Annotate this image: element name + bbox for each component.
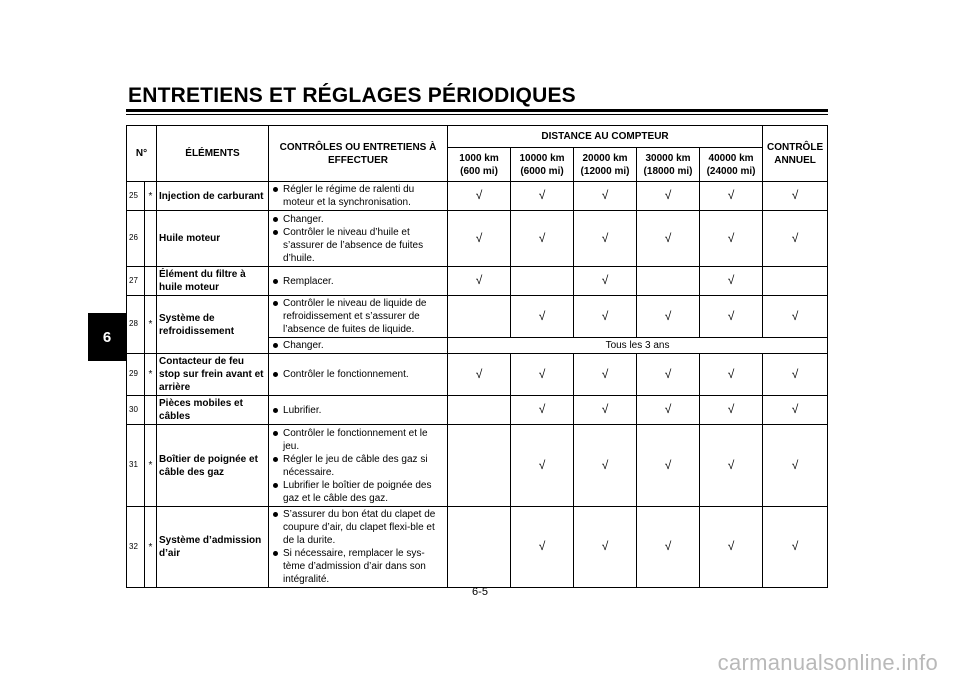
action-list — [271, 427, 445, 505]
table-row — [127, 425, 828, 507]
action-list — [271, 213, 445, 265]
title-rule-thick — [126, 109, 828, 112]
action-item: Remplacer. — [271, 275, 445, 288]
header-distance-5 — [700, 148, 763, 182]
action-list — [271, 339, 445, 352]
header-distance-3 — [574, 148, 637, 182]
check-mark-cell: √ — [574, 354, 637, 396]
asterisk-marker: * — [145, 507, 157, 588]
check-mark-cell: √ — [574, 396, 637, 425]
check-actions — [269, 507, 448, 588]
element-name: Injection de carburant — [157, 182, 269, 211]
maintenance-table-body — [127, 182, 828, 588]
table-row — [127, 182, 828, 211]
row-number: 25 — [127, 182, 145, 211]
check-mark-cell: √ — [700, 425, 763, 507]
check-actions — [269, 267, 448, 296]
check-mark-cell: √ — [700, 182, 763, 211]
action-item: Contrôler le fonctionnement et le jeu. — [271, 427, 445, 453]
check-mark-cell: √ — [637, 211, 700, 267]
check-mark-cell: √ — [700, 296, 763, 338]
check-actions — [269, 425, 448, 507]
check-mark-cell: √ — [574, 507, 637, 588]
action-list — [271, 183, 445, 209]
check-mark-cell: √ — [700, 396, 763, 425]
action-list — [271, 404, 445, 417]
action-list — [271, 297, 445, 336]
distance-km: 20000 km — [582, 152, 628, 164]
element-name: Élément du filtre à huile moteur — [157, 267, 269, 296]
check-mark-cell: √ — [637, 296, 700, 338]
asterisk-marker: * — [145, 182, 157, 211]
maintenance-table — [126, 125, 828, 588]
check-mark-cell: √ — [511, 354, 574, 396]
check-mark-cell: √ — [700, 267, 763, 296]
check-mark-cell: √ — [763, 354, 828, 396]
action-list — [271, 508, 445, 586]
distance-mi: (12000 mi) — [580, 165, 630, 177]
check-mark-cell: √ — [511, 296, 574, 338]
table-row — [127, 396, 828, 425]
check-mark-cell: √ — [763, 296, 828, 338]
action-item: Changer. — [271, 339, 445, 352]
check-mark-cell: √ — [448, 211, 511, 267]
header-distance-1 — [448, 148, 511, 182]
interval-note: Tous les 3 ans — [448, 338, 828, 354]
check-mark-cell: √ — [511, 396, 574, 425]
chapter-tab: 6 — [88, 313, 126, 361]
distance-mi: (24000 mi) — [706, 165, 756, 177]
title-rule-thin — [126, 114, 828, 115]
check-mark-cell: √ — [700, 507, 763, 588]
check-mark-cell: √ — [637, 182, 700, 211]
row-number: 32 — [127, 507, 145, 588]
header-distance-4 — [637, 148, 700, 182]
row-number: 30 — [127, 396, 145, 425]
asterisk-marker — [145, 211, 157, 267]
asterisk-marker: * — [145, 296, 157, 354]
action-item: Changer. — [271, 213, 445, 226]
table-row — [127, 211, 828, 267]
header-elements: ÉLÉMENTS — [157, 126, 269, 182]
row-number: 27 — [127, 267, 145, 296]
table-row — [127, 296, 828, 338]
check-actions — [269, 396, 448, 425]
distance-mi: (18000 mi) — [643, 165, 693, 177]
check-mark-cell: √ — [763, 396, 828, 425]
row-number: 29 — [127, 354, 145, 396]
check-mark-cell: √ — [763, 425, 828, 507]
action-item: Lubrifier. — [271, 404, 445, 417]
distance-km: 1000 km — [459, 152, 499, 164]
distance-mi: (600 mi) — [460, 165, 498, 177]
check-mark-cell — [448, 507, 511, 588]
row-number: 28 — [127, 296, 145, 354]
action-item: Contrôler le niveau de liquide de refroidissement et s’assurer de l’absence de fuites de liquide. — [271, 297, 445, 336]
check-mark-cell: √ — [700, 211, 763, 267]
check-mark-cell: √ — [574, 267, 637, 296]
action-item: S’assurer du bon état du clapet de coupure d’air, du clapet flexi-ble et de la durite. — [271, 508, 445, 547]
action-item: Lubrifier le boîtier de poignée des gaz et le câble des gaz. — [271, 479, 445, 505]
check-mark-cell: √ — [763, 507, 828, 588]
element-name: Système d’admission d’air — [157, 507, 269, 588]
watermark-logo: carmanualsonline.info — [717, 650, 938, 675]
check-actions — [269, 354, 448, 396]
check-mark-cell — [448, 396, 511, 425]
distance-km: 10000 km — [519, 152, 565, 164]
row-number: 31 — [127, 425, 145, 507]
action-item: Contrôler le niveau d’huile et s’assurer de l’absence de fuites d’huile. — [271, 226, 445, 265]
element-name: Pièces mobiles et câbles — [157, 396, 269, 425]
check-actions — [269, 296, 448, 338]
check-mark-cell: √ — [637, 425, 700, 507]
check-mark-cell: √ — [637, 354, 700, 396]
action-item: Si nécessaire, remplacer le sys-tème d’admission d’air dans son intégralité. — [271, 547, 445, 586]
check-mark-cell: √ — [637, 507, 700, 588]
element-name: Huile moteur — [157, 211, 269, 267]
check-actions — [269, 211, 448, 267]
check-mark-cell: √ — [448, 182, 511, 211]
page-number: 6-5 — [472, 586, 488, 598]
asterisk-marker — [145, 396, 157, 425]
row-number: 26 — [127, 211, 145, 267]
check-mark-cell: √ — [574, 182, 637, 211]
check-mark-cell: √ — [700, 354, 763, 396]
action-item: Régler le jeu de câble des gaz si nécessaire. — [271, 453, 445, 479]
header-distance-2 — [511, 148, 574, 182]
table-row — [127, 354, 828, 396]
check-mark-cell: √ — [448, 267, 511, 296]
check-actions — [269, 338, 448, 354]
check-mark-cell: √ — [511, 211, 574, 267]
distance-km: 40000 km — [708, 152, 754, 164]
check-mark-cell: √ — [763, 182, 828, 211]
check-mark-cell: √ — [637, 396, 700, 425]
header-distance: DISTANCE AU COMPTEUR — [448, 126, 763, 148]
action-item: Régler le régime de ralenti du moteur et la synchronisation. — [271, 183, 445, 209]
check-mark-cell — [511, 267, 574, 296]
action-list — [271, 368, 445, 381]
page-title: ENTRETIENS ET RÉGLAGES PÉRIODIQUES — [128, 84, 576, 107]
check-mark-cell: √ — [511, 182, 574, 211]
check-mark-cell: √ — [511, 425, 574, 507]
asterisk-marker: * — [145, 354, 157, 396]
table-row — [127, 507, 828, 588]
distance-km: 30000 km — [645, 152, 691, 164]
element-name: Boîtier de poignée et câble des gaz — [157, 425, 269, 507]
check-mark-cell: √ — [448, 354, 511, 396]
check-mark-cell: √ — [574, 425, 637, 507]
check-mark-cell — [448, 296, 511, 338]
check-mark-cell: √ — [763, 211, 828, 267]
header-checks: CONTRÔLES OU ENTRETIENS À EFFECTUER — [269, 126, 448, 182]
table-row — [127, 267, 828, 296]
asterisk-marker — [145, 267, 157, 296]
distance-mi: (6000 mi) — [520, 165, 564, 177]
check-mark-cell: √ — [511, 507, 574, 588]
check-mark-cell: √ — [574, 211, 637, 267]
element-name: Système de refroidissement — [157, 296, 269, 354]
action-list — [271, 275, 445, 288]
asterisk-marker: * — [145, 425, 157, 507]
header-num: N° — [127, 126, 157, 182]
check-mark-cell: √ — [574, 296, 637, 338]
action-item: Contrôler le fonctionnement. — [271, 368, 445, 381]
check-actions — [269, 182, 448, 211]
check-mark-cell — [763, 267, 828, 296]
check-mark-cell — [448, 425, 511, 507]
check-mark-cell — [637, 267, 700, 296]
header-annual: CONTRÔLE ANNUEL — [763, 126, 828, 182]
element-name: Contacteur de feu stop sur frein avant et arrière — [157, 354, 269, 396]
